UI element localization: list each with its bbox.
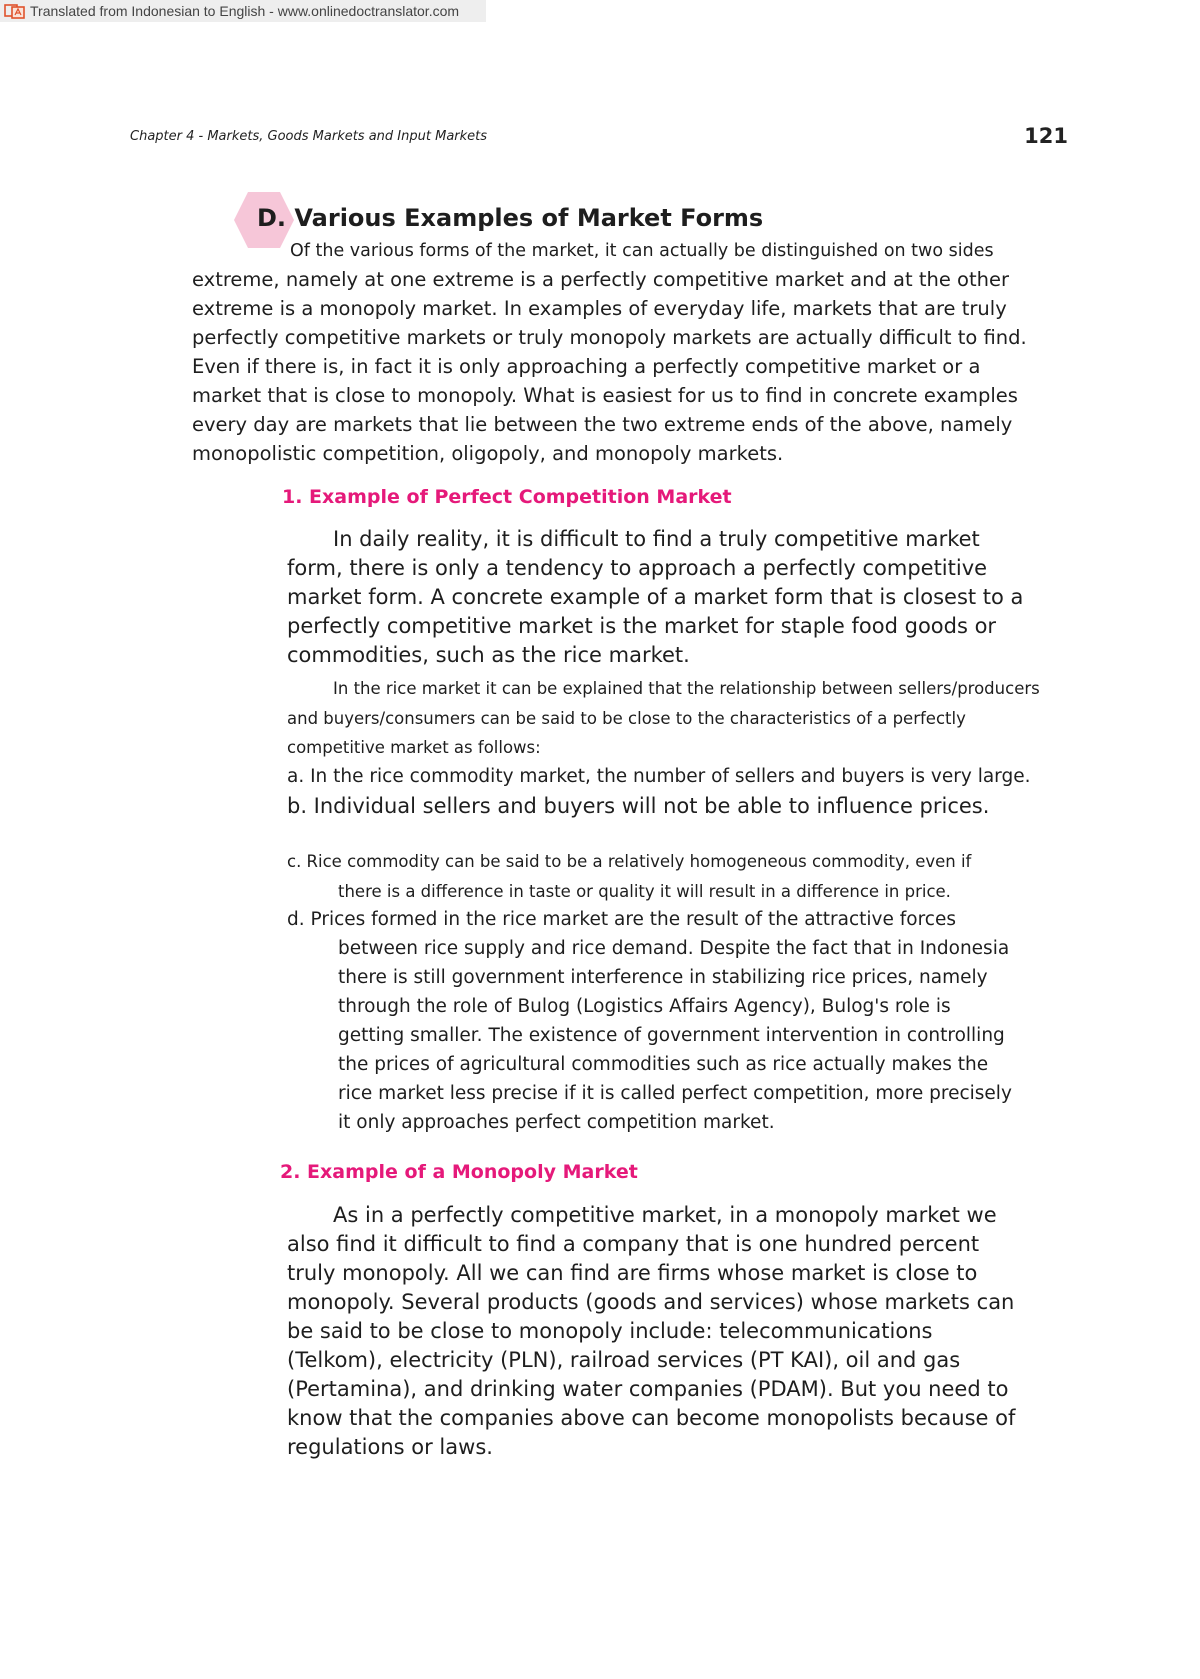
list-item-d-continued: it only approaches perfect competition market. bbox=[338, 1112, 775, 1133]
paragraph-line: commodities, such as the rice market. bbox=[287, 643, 690, 667]
list-item-a: a. In the rice commodity market, the number of sellers and buyers is very large. bbox=[287, 766, 1031, 787]
intro-line: monopolistic competition, oligopoly, and monopoly markets. bbox=[192, 442, 784, 465]
list-item-d-continued: between rice supply and rice demand. Despite the fact that in Indonesia bbox=[338, 938, 1010, 959]
paragraph-line: As in a perfectly competitive market, in a monopoly market we bbox=[333, 1203, 997, 1227]
paragraph-line: know that the companies above can become monopolists because of bbox=[287, 1406, 1016, 1430]
intro-line: every day are markets that lie between the two extreme ends of the above, namely bbox=[192, 413, 1013, 436]
list-item-d-continued: getting smaller. The existence of government intervention in controlling bbox=[338, 1025, 1005, 1046]
paragraph-line: truly monopoly. All we can find are firms whose market is close to bbox=[287, 1261, 978, 1285]
paragraph-line: competitive market as follows: bbox=[287, 738, 541, 757]
paragraph-line: perfectly competitive market is the market for staple food goods or bbox=[287, 614, 997, 638]
list-item-c: c. Rice commodity can be said to be a relatively homogeneous commodity, even if bbox=[287, 852, 972, 871]
list-item-b: b. Individual sellers and buyers will not be able to influence prices. bbox=[287, 794, 990, 818]
translate-icon bbox=[4, 3, 26, 19]
chapter-header: Chapter 4 - Markets, Goods Markets and Input Markets bbox=[130, 129, 488, 144]
list-item-d-continued: the prices of agricultural commodities such as rice actually makes the bbox=[338, 1054, 989, 1075]
intro-line: perfectly competitive markets or truly monopoly markets are actually difficult to find. bbox=[192, 326, 1027, 349]
paragraph-line: (Telkom), electricity (PLN), railroad services (PT KAI), oil and gas bbox=[287, 1348, 961, 1372]
intro-line: Even if there is, in fact it is only approaching a perfectly competitive market or a bbox=[192, 355, 981, 378]
intro-line: Of the various forms of the market, it can actually be distinguished on two sides bbox=[290, 241, 994, 261]
subsection-title-monopoly: 2. Example of a Monopoly Market bbox=[280, 1161, 638, 1183]
paragraph-line: (Pertamina), and drinking water companies (PDAM). But you need to bbox=[287, 1377, 1009, 1401]
paragraph-line: and buyers/consumers can be said to be close to the characteristics of a perfectly bbox=[287, 709, 966, 728]
paragraph-line: also find it difficult to find a company that is one hundred percent bbox=[287, 1232, 980, 1256]
paragraph-line: In the rice market it can be explained that the relationship between sellers/producers bbox=[333, 679, 1040, 698]
banner-text: Translated from Indonesian to English - www.onlinedoctranslator.com bbox=[30, 3, 460, 19]
list-item-c-continued: there is a difference in taste or quality it will result in a difference in price. bbox=[338, 882, 951, 901]
paragraph-line: market form. A concrete example of a market form that is closest to a bbox=[287, 585, 1024, 609]
page-number: 121 bbox=[1024, 124, 1068, 148]
intro-line: extreme, namely at one extreme is a perfectly competitive market and at the other bbox=[192, 268, 1009, 291]
intro-line: extreme is a monopoly market. In examples of everyday life, markets that are truly bbox=[192, 297, 1007, 320]
list-item-d-continued: through the role of Bulog (Logistics Affairs Agency), Bulog's role is bbox=[338, 996, 951, 1017]
list-item-d-continued: rice market less precise if it is called perfect competition, more precisely bbox=[338, 1083, 1012, 1104]
list-item-d-continued: there is still government interference in stabilizing rice prices, namely bbox=[338, 967, 988, 988]
list-item-d: d. Prices formed in the rice market are the result of the attractive forces bbox=[287, 909, 956, 930]
paragraph-line: form, there is only a tendency to approach a perfectly competitive bbox=[287, 556, 988, 580]
translator-banner[interactable] bbox=[0, 0, 486, 22]
paragraph-line: be said to be close to monopoly include: telecommunications bbox=[287, 1319, 933, 1343]
section-title: D. Various Examples of Market Forms bbox=[257, 204, 764, 232]
subsection-title-perfect-competition: 1. Example of Perfect Competition Market bbox=[282, 486, 732, 508]
intro-line: market that is close to monopoly. What is easiest for us to find in concrete examples bbox=[192, 384, 1018, 407]
paragraph-line: regulations or laws. bbox=[287, 1435, 493, 1459]
paragraph-line: In daily reality, it is difficult to find a truly competitive market bbox=[333, 527, 980, 551]
paragraph-line: monopoly. Several products (goods and services) whose markets can bbox=[287, 1290, 1015, 1314]
